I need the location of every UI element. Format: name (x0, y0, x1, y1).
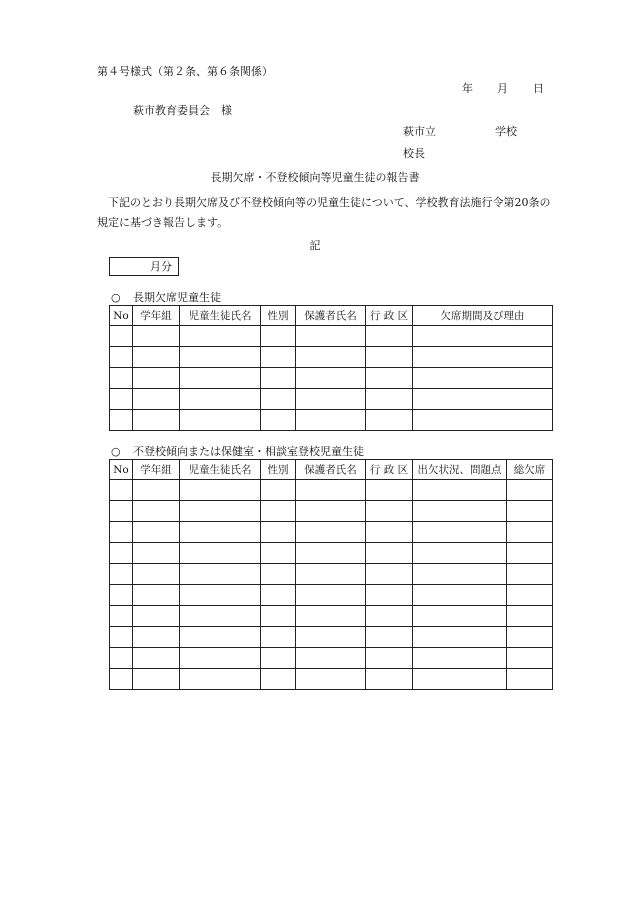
table-cell[interactable] (180, 648, 261, 669)
table-cell[interactable] (110, 347, 133, 368)
table-cell[interactable] (261, 326, 296, 347)
table-cell[interactable] (296, 326, 366, 347)
table-cell[interactable] (110, 564, 133, 585)
table-cell[interactable] (413, 347, 553, 368)
table-cell[interactable] (261, 347, 296, 368)
table-cell[interactable] (296, 627, 366, 648)
table-cell[interactable] (133, 543, 180, 564)
table-cell[interactable] (261, 648, 296, 669)
table-cell[interactable] (261, 627, 296, 648)
table-cell[interactable] (133, 368, 180, 389)
table-cell[interactable] (110, 522, 133, 543)
table-cell[interactable] (366, 627, 413, 648)
table-cell[interactable] (110, 501, 133, 522)
table-cell[interactable] (180, 606, 261, 627)
table-cell[interactable] (180, 627, 261, 648)
table-cell[interactable] (180, 368, 261, 389)
col-district: 行 政 区 (366, 460, 413, 480)
table-cell[interactable] (413, 326, 553, 347)
table-cell[interactable] (133, 480, 180, 501)
table-row (110, 669, 553, 690)
table-cell[interactable] (180, 410, 261, 431)
circle-bullet-icon: ○ (111, 445, 121, 458)
table-cell[interactable] (507, 480, 553, 501)
principal-label: 校長 (403, 147, 425, 160)
table-cell[interactable] (296, 501, 366, 522)
form-number: 第４号様式（第２条、第６条関係） (97, 65, 273, 78)
table-cell[interactable] (413, 585, 507, 606)
truancy-tendency-table (109, 459, 553, 690)
ki-label: 記 (309, 239, 321, 252)
table-cell[interactable] (133, 389, 180, 410)
table-cell[interactable] (296, 564, 366, 585)
table-cell[interactable] (261, 480, 296, 501)
table-row (110, 410, 553, 431)
table-header-row (110, 460, 553, 480)
table-cell[interactable] (110, 326, 133, 347)
table-cell[interactable] (133, 347, 180, 368)
table-cell[interactable] (296, 347, 366, 368)
table-cell[interactable] (261, 368, 296, 389)
col-district: 行 政 区 (366, 306, 413, 326)
table-cell[interactable] (366, 389, 413, 410)
table-cell[interactable] (296, 410, 366, 431)
table-cell[interactable] (261, 410, 296, 431)
table-cell[interactable] (133, 501, 180, 522)
table-cell[interactable] (261, 669, 296, 690)
table-cell[interactable] (366, 347, 413, 368)
table-cell[interactable] (110, 606, 133, 627)
table-cell[interactable] (110, 410, 133, 431)
col-student-name: 児童生徒氏名 (180, 460, 261, 480)
table-cell[interactable] (413, 480, 507, 501)
table-cell[interactable] (413, 410, 553, 431)
table-cell[interactable] (180, 669, 261, 690)
table-cell[interactable] (507, 522, 553, 543)
col-gender: 性別 (261, 306, 296, 326)
circle-bullet-icon: ○ (111, 291, 121, 304)
table-row (110, 606, 553, 627)
table-cell[interactable] (133, 564, 180, 585)
table-cell[interactable] (366, 564, 413, 585)
table-cell[interactable] (110, 648, 133, 669)
table-cell[interactable] (133, 606, 180, 627)
table-cell[interactable] (110, 543, 133, 564)
section2-heading (111, 443, 364, 459)
table-cell[interactable] (296, 480, 366, 501)
col-grade-class: 学年組 (133, 460, 180, 480)
table-cell[interactable] (133, 648, 180, 669)
table-cell[interactable] (180, 564, 261, 585)
table-cell[interactable] (133, 585, 180, 606)
date-year-label: 年 (462, 82, 473, 95)
table-cell[interactable] (261, 501, 296, 522)
table-cell[interactable] (110, 389, 133, 410)
table-cell[interactable] (366, 585, 413, 606)
table-cell[interactable] (296, 389, 366, 410)
table-cell[interactable] (110, 669, 133, 690)
table-cell[interactable] (296, 522, 366, 543)
table-row (110, 368, 553, 389)
date-day-label: 日 (533, 82, 544, 95)
table-cell[interactable] (366, 543, 413, 564)
table-cell[interactable] (133, 669, 180, 690)
col-guardian-name: 保護者氏名 (296, 306, 366, 326)
col-attendance-issues: 出欠状況、問題点 (413, 460, 507, 480)
date-month-label: 月 (497, 82, 508, 95)
table-cell[interactable] (366, 648, 413, 669)
table-row (110, 389, 553, 410)
table-cell[interactable] (413, 543, 507, 564)
table-row (110, 627, 553, 648)
col-no: No (110, 460, 133, 480)
table-cell[interactable] (180, 522, 261, 543)
table-cell[interactable] (366, 522, 413, 543)
table-cell[interactable] (133, 522, 180, 543)
table-cell[interactable] (366, 606, 413, 627)
col-grade-class: 学年組 (133, 306, 180, 326)
table-row (110, 543, 553, 564)
col-total-absences: 総欠席 (507, 460, 553, 480)
table-cell[interactable] (296, 606, 366, 627)
table-cell[interactable] (413, 501, 507, 522)
table-cell[interactable] (296, 368, 366, 389)
table-cell[interactable] (507, 648, 553, 669)
table-cell[interactable] (366, 410, 413, 431)
table-cell[interactable] (413, 368, 553, 389)
table-cell[interactable] (366, 326, 413, 347)
table-cell[interactable] (261, 522, 296, 543)
table-cell[interactable] (413, 522, 507, 543)
school-prefix: 萩市立 (403, 125, 436, 138)
col-gender: 性別 (261, 460, 296, 480)
table-cell[interactable] (133, 326, 180, 347)
table-cell[interactable] (413, 627, 507, 648)
table-cell[interactable] (413, 389, 553, 410)
table-cell[interactable] (180, 543, 261, 564)
table-cell[interactable] (110, 480, 133, 501)
table-cell[interactable] (261, 585, 296, 606)
table-cell[interactable] (366, 501, 413, 522)
table-cell[interactable] (507, 585, 553, 606)
table-cell[interactable] (180, 480, 261, 501)
table-cell[interactable] (180, 326, 261, 347)
body-text: 下記のとおり長期欠席及び不登校傾向等の児童生徒について、学校教育法施行令第20条の規定に基づき報告します。 (97, 196, 551, 229)
table-row (110, 522, 553, 543)
table-row (110, 564, 553, 585)
table-row (110, 648, 553, 669)
month-field[interactable] (109, 257, 179, 276)
table-cell[interactable] (366, 368, 413, 389)
table-cell[interactable] (261, 606, 296, 627)
table-cell[interactable] (296, 585, 366, 606)
col-guardian-name: 保護者氏名 (296, 460, 366, 480)
table-cell[interactable] (296, 543, 366, 564)
table-cell[interactable] (180, 347, 261, 368)
table-row (110, 585, 553, 606)
section1-label: 長期欠席児童生徒 (133, 291, 221, 304)
col-no: No (110, 306, 133, 326)
document-title: 長期欠席・不登校傾向等児童生徒の報告書 (210, 171, 420, 184)
table-cell[interactable] (133, 627, 180, 648)
table-row (110, 501, 553, 522)
table-row (110, 326, 553, 347)
table-header-row (110, 306, 553, 326)
table-cell[interactable] (507, 627, 553, 648)
table-cell[interactable] (261, 389, 296, 410)
table-cell[interactable] (261, 543, 296, 564)
table-cell[interactable] (180, 585, 261, 606)
table-cell[interactable] (133, 410, 180, 431)
addressee: 萩市教育委員会 様 (133, 104, 232, 117)
table-cell[interactable] (507, 564, 553, 585)
table-row (110, 347, 553, 368)
table-cell[interactable] (366, 669, 413, 690)
school-suffix: 学校 (495, 125, 517, 138)
table-cell[interactable] (507, 543, 553, 564)
table-cell[interactable] (110, 585, 133, 606)
table-cell[interactable] (413, 606, 507, 627)
long-absence-table (109, 305, 553, 431)
table-cell[interactable] (261, 564, 296, 585)
table-cell[interactable] (413, 669, 507, 690)
table-cell[interactable] (413, 564, 507, 585)
table-cell[interactable] (180, 389, 261, 410)
table-cell[interactable] (366, 480, 413, 501)
table-cell[interactable] (110, 368, 133, 389)
col-absence-period-reason: 欠席期間及び理由 (413, 306, 553, 326)
table-cell[interactable] (110, 627, 133, 648)
table-cell[interactable] (296, 648, 366, 669)
month-label: 月分 (150, 260, 172, 273)
table-cell[interactable] (296, 669, 366, 690)
section2-label: 不登校傾向または保健室・相談室登校児童生徒 (133, 445, 364, 458)
table-cell[interactable] (507, 669, 553, 690)
table-cell[interactable] (507, 606, 553, 627)
table-cell[interactable] (180, 501, 261, 522)
col-student-name: 児童生徒氏名 (180, 306, 261, 326)
table-cell[interactable] (413, 648, 507, 669)
table-cell[interactable] (507, 501, 553, 522)
section1-heading (111, 289, 221, 305)
table-row (110, 480, 553, 501)
